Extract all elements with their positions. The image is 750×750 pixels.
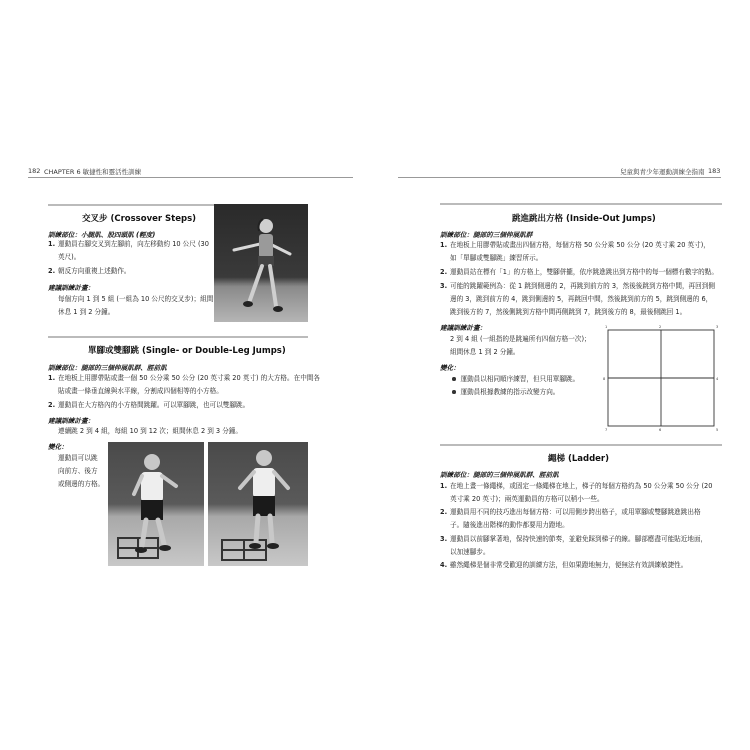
inside-out-step-1-line-2: 如「單腳或雙腳跳」練習所示。 bbox=[450, 254, 543, 262]
crossover-plan-line-2: 休息 1 到 2 分鐘。 bbox=[58, 308, 115, 316]
ladder-title: 繩梯 (Ladder) bbox=[548, 454, 610, 464]
jumps-variation-line-3: 或側邊的方格。 bbox=[58, 480, 105, 488]
inside-out-variation-label: 變化： bbox=[440, 364, 460, 372]
boy-jump-figure-1 bbox=[108, 442, 204, 566]
four-square-grid-diagram bbox=[600, 322, 732, 432]
ladder-top-rule bbox=[440, 444, 722, 446]
ladder-step-4-num: 4. bbox=[440, 561, 448, 569]
inside-out-step-3-line-3: 跳到後方的 7，然後側跳到方格中間再側跳到 7，跳到後方的 8，最後側跳回 1。 bbox=[450, 308, 687, 316]
grid-point-1: 1 bbox=[605, 325, 608, 329]
left-page-number: 182 bbox=[28, 167, 41, 175]
right-page-number: 183 bbox=[708, 167, 721, 175]
jumps-step-1-line-2: 貼或畫一條垂直線與水平線，分割成四個相等的小方格。 bbox=[58, 387, 223, 395]
ladder-step-3-line-1: 運動員以前腳掌著地，保持快速的節奏，並避免踩到梯子的線。腳部應盡可能貼近地面， bbox=[450, 535, 708, 543]
grid-point-7: 7 bbox=[605, 428, 608, 432]
jumps-variation-line-2: 向前方、後方 bbox=[58, 467, 98, 475]
grid-point-6: 6 bbox=[659, 428, 662, 432]
inside-out-variation-text-2: 運動員根據教練的指示改變方向。 bbox=[460, 388, 560, 396]
right-header-rule bbox=[398, 177, 721, 178]
crossover-step-1-line-2: 英尺)。 bbox=[58, 253, 81, 261]
inside-out-top-rule bbox=[440, 203, 722, 205]
bullet-icon bbox=[452, 377, 456, 381]
boy-jump-figure-2 bbox=[208, 442, 308, 566]
jumps-variation-label: 變化： bbox=[48, 443, 68, 451]
ladder-step-2-line-2: 子。隨後進出階梯的動作都要用力蹬地。 bbox=[450, 521, 569, 529]
inside-out-variation-bullet-2 bbox=[452, 389, 559, 396]
grid-point-3: 3 bbox=[716, 325, 719, 329]
crossover-step-2-num: 2. bbox=[48, 267, 56, 275]
inside-out-step-3-line-2: 邊的 3，跳到前方的 4，跳到側邊的 5，再跳回中間，然後跳到前方的 5，跳到側邊的 6， bbox=[450, 295, 713, 303]
crossover-title: 交叉步 (Crossover Steps) bbox=[82, 214, 197, 224]
inside-out-title: 跳進跳出方格 (Inside-Out Jumps) bbox=[512, 214, 656, 224]
jumps-muscles: 訓練部位：腿部的三個伸展肌群、脛前肌 bbox=[48, 364, 167, 372]
left-chapter-header: CHAPTER 6 敏捷性和靈活性訓練 bbox=[44, 168, 142, 176]
crossover-plan-line-1: 每個方向 1 到 5 組 (一組為 10 公尺的交叉步)；組間 bbox=[58, 295, 214, 303]
ladder-step-1-num: 1. bbox=[440, 482, 448, 490]
ladder-step-4-line-1: 雖然繩梯是個非常受歡迎的訓練方法，但如果蹬地無力，便無法有效訓練敏捷性。 bbox=[450, 561, 688, 569]
ladder-step-3-line-2: 以加速腳步。 bbox=[450, 548, 490, 556]
crossover-muscles: 訓練部位：小腿肌、股四頭肌 (輕度) bbox=[48, 231, 156, 239]
inside-out-step-1-line-1: 在地板上用膠帶貼或畫出四個方格，每個方格 50 公分乘 50 公分 (20 英寸乘 20 英寸)， bbox=[450, 241, 710, 249]
jumps-photo-2 bbox=[208, 442, 308, 566]
jumps-variation-line-1: 運動員可以跳 bbox=[58, 454, 98, 462]
inside-out-plan-line-2: 組間休息 1 到 2 分鐘。 bbox=[450, 348, 520, 356]
grid-point-2: 2 bbox=[659, 325, 662, 329]
inside-out-variation-bullet-1 bbox=[452, 376, 579, 383]
ladder-step-1-line-1: 在地上畫一條繩梯，或固定一條繩梯在地上，梯子的每個方格約為 50 公分乘 50 公分 (20 bbox=[450, 482, 713, 490]
bullet-icon bbox=[452, 390, 456, 394]
grid-point-5: 5 bbox=[716, 428, 719, 432]
girl-crossover-figure bbox=[214, 204, 308, 322]
ladder-muscles: 訓練部位：腿部的三個伸展肌群、脛前肌 bbox=[440, 471, 559, 479]
ladder-step-2-line-1: 運動員用不同的技巧進出每個方格：可以用側步跨出格子，或用單腳或雙腳跳進跳出格 bbox=[450, 508, 701, 516]
right-book-title: 兒童與青少年運動訓練全指南 bbox=[620, 168, 705, 176]
inside-out-step-3-num: 3. bbox=[440, 282, 448, 290]
ladder-step-3-num: 3. bbox=[440, 535, 448, 543]
jumps-step-2-line-1: 運動員在大方格內的小方格間跳躍。可以單腳跳，也可以雙腳跳。 bbox=[58, 401, 250, 409]
jumps-photo-1 bbox=[108, 442, 204, 566]
jumps-step-1-line-1: 在地板上用膠帶貼或畫一個 50 公分乘 50 公分 (20 英寸乘 20 英寸) 的大方格。在中間各 bbox=[58, 374, 320, 382]
jumps-step-1-num: 1. bbox=[48, 374, 56, 382]
grid-point-8: 8 bbox=[603, 377, 606, 381]
jumps-plan-line-1: 連續跳 2 到 4 組，每組 10 到 12 次；組間休息 2 到 3 分鐘。 bbox=[58, 427, 242, 435]
jumps-step-2-num: 2. bbox=[48, 401, 56, 409]
inside-out-step-1-num: 1. bbox=[440, 241, 448, 249]
jumps-top-rule bbox=[48, 336, 308, 338]
inside-out-step-2-num: 2. bbox=[440, 268, 448, 276]
jumps-title: 單腳或雙腳跳 (Single- or Double-Leg Jumps) bbox=[88, 346, 286, 356]
inside-out-step-3-line-1: 可能的跳躍範例為：從 1 跳到側邊的 2，再跳到前方的 3，然後後跳到方格中間，再回到側 bbox=[450, 282, 715, 290]
ladder-step-2-num: 2. bbox=[440, 508, 448, 516]
inside-out-muscles: 訓練部位：腿部的三個伸展肌群 bbox=[440, 231, 533, 239]
crossover-step-2-line-1: 朝反方向重複上述動作。 bbox=[58, 267, 131, 275]
crossover-step-1-num: 1. bbox=[48, 240, 56, 248]
inside-out-step-2-line-1: 運動員站在標有「1」的方格上，雙腳併攏，依序跳進跳出到方格中的每一個標有數字的點。 bbox=[450, 268, 718, 276]
crossover-photo bbox=[214, 204, 308, 322]
ladder-step-1-line-2: 英寸乘 20 英寸)；兩英運動員的方格可以稍小一些。 bbox=[450, 495, 604, 503]
crossover-plan-label: 建議訓練計畫： bbox=[48, 284, 95, 292]
crossover-top-rule bbox=[48, 204, 214, 206]
inside-out-plan-label: 建議訓練計畫： bbox=[440, 324, 487, 332]
inside-out-plan-line-1: 2 到 4 組 (一組指的是跳遍所有四個方格一次)； bbox=[450, 335, 591, 343]
crossover-step-1-line-1: 運動員右腳交叉到左腳前，向左移動約 10 公尺 (30 bbox=[58, 240, 209, 248]
grid-point-4: 4 bbox=[716, 377, 719, 381]
jumps-plan-label: 建議訓練計畫： bbox=[48, 417, 95, 425]
inside-out-variation-text-1: 運動員以相同順序練習，但只用單腳跳。 bbox=[460, 375, 580, 383]
left-header-rule bbox=[28, 177, 353, 178]
